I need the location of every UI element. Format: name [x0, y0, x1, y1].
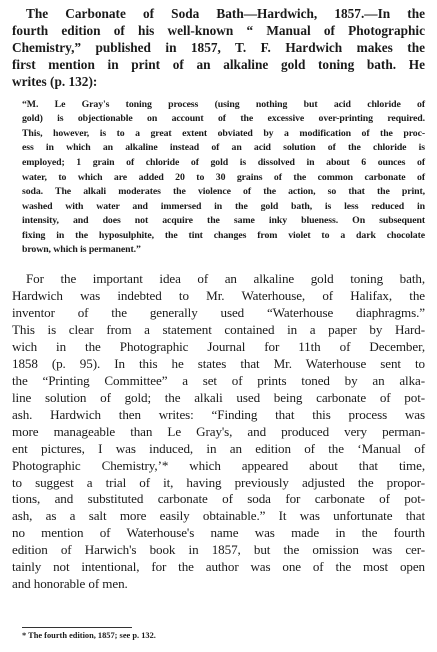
body-line: tions, and substituted carbonate of soda for carbonate of pot- [12, 491, 425, 507]
quote-line: washed with water and immersed in the gold bath, is less reduced in [22, 200, 425, 212]
body-line: For the important idea of an alkaline gold toning bath, [26, 271, 425, 287]
quote-line: “M. Le Gray's toning process (using nothing but acid chloride of [22, 98, 425, 110]
body-line: more manageable than Le Gray's, and produced very perman- [12, 423, 425, 439]
quote-line: soda. The alkali moderates the violence of the action, so that the print, [22, 186, 425, 198]
body-line: ent pictures, I was induced, in an edition of the ‘Manual of [12, 440, 425, 456]
body-line: tainly not intentional, for the author was one of the most open [12, 559, 425, 575]
body-line: to suggest a trial of it, having previously adjusted the propor- [12, 474, 425, 490]
intro-line: fourth edition of his well-known “ Manual of Photographic [12, 22, 425, 38]
quote-line: intensity, and does not acquire the same inky blueness. On subsequent [22, 215, 425, 227]
body-line: and honorable of men. [12, 576, 128, 592]
intro-line: The Carbonate of Soda Bath—Hardwich, 1857.—In the [26, 6, 425, 21]
body-line: line solution of gold; the alkali used being carbonate of pot- [12, 389, 425, 405]
quote-line: ess in which an alkaline instead of an acid solution of the chloride is [22, 142, 425, 154]
body-line: inventor of the generally used “Waterhouse diaphragms.” [12, 304, 425, 320]
body-line: 1858 (p. 95). In this he states that Mr. Waterhouse sent to [12, 355, 425, 371]
body-line: ash, as a salt more easily obtainable.” It was unfortunate that [12, 508, 425, 524]
quote-line: gold) is objectionable on account of the excessive over-printing required. [22, 113, 425, 125]
intro-line: first mention in print of an alkaline gold toning bath. He [12, 56, 425, 72]
quote-line: This, however, is to a great extent obviated by a modification of the proc- [22, 127, 425, 139]
intro-paragraph [12, 6, 425, 91]
body-line: Photographic Chemistry,’* which appeared about that time, [12, 457, 425, 473]
body-line: the “Printing Committee” a set of prints toned by an alka- [12, 372, 425, 388]
intro-line: writes (p. 132): [12, 73, 98, 89]
footnote-divider [22, 627, 132, 628]
quote-line: employed; 1 grain of chloride of gold is dissolved in about 6 ounces of [22, 156, 425, 168]
body-line: no mention of Waterhouse's name was made in the fourth [12, 525, 425, 541]
body-line: edition of Harwich's book in 1857, but the omission was cer- [12, 542, 425, 558]
quote-line: water, to which are added 20 to 30 grains of the common carbonate of [22, 171, 425, 183]
block-quote [22, 98, 425, 259]
body-line: ash. Hardwich then writes: “Finding that this process was [12, 406, 425, 422]
intro-line: Chemistry,” published in 1857, T. F. Hardwich makes the [12, 39, 425, 55]
body-line: Hardwich was indebted to Mr. Waterhouse, of Halifax, the [12, 288, 425, 304]
body-paragraph [12, 271, 425, 593]
body-line: This is clear from a statement contained in a paper by Hard- [12, 321, 425, 337]
body-line: wich in the Photographic Journal for 11th of December, [12, 338, 425, 354]
footnote: * The fourth edition, 1857; see p. 132. [22, 631, 156, 640]
quote-line: brown, which is permanent.” [22, 244, 141, 256]
quote-line: fixing in the hyposulphite, the tint changes from violet to a dark chocolate [22, 229, 425, 241]
